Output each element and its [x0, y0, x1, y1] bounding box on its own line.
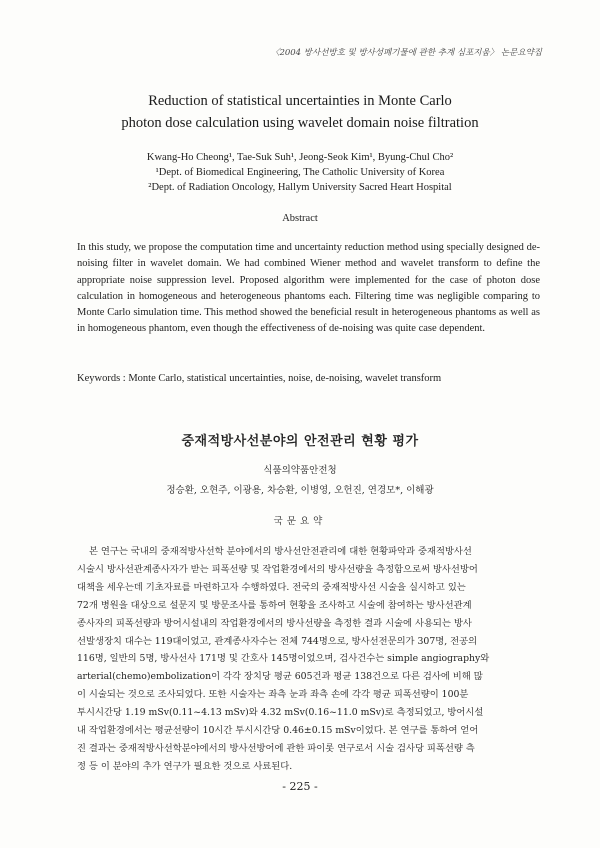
korean-body-line: 선발생장치 대수는 119대이었고, 관계종사자수는 전체 744명으로, 방사선전문의가 307명, 전공의 [77, 635, 478, 647]
korean-body-line: 대책을 세우는데 기초자료를 마련하고자 수행하였다. 전국의 중재적방사선 시술을 실시하고 있는 [77, 581, 466, 593]
korean-title: 중재적방사선분야의 안전관리 현황 평가 [181, 434, 419, 449]
affiliation-1: ¹Dept. of Biomedical Engineering, The Catholic University of Korea [155, 167, 445, 178]
korean-body-line: 본 연구는 국내의 중재적방사선학 분야에서의 방사선안전관리에 대한 현황파악과 중재적방사선 [89, 546, 472, 557]
keywords: Keywords : Monte Carlo, statistical uncertainties, noise, de-noising, wavelet transform [77, 373, 442, 384]
korean-body-line: 시술시 방사선관계종사자가 받는 피폭선량 및 작업환경에서의 방사선량을 측정함으로써 방사선방어 [77, 563, 478, 575]
korean-body-line: 이 시술되는 것으로 조사되었다. 또한 시술자는 좌측 눈과 좌측 손에 각각 평균 피폭선량이 100분 [77, 689, 469, 701]
korean-body-line: 72개 병원을 대상으로 설문지 및 방문조사를 통하여 현황을 조사하고 시술에 참여하는 방사선관계 [77, 599, 472, 611]
english-title-line-2: photon dose calculation using wavelet domain noise filtration [121, 115, 479, 131]
english-title [60, 90, 540, 134]
korean-abstract-body [77, 543, 540, 776]
korean-abstract-heading: 국문요약 [273, 516, 327, 527]
korean-body-line: 투시시간당 1.19 mSv(0.11~4.13 mSv)와 4.32 mSv(0.16~11.0 mSv)로 측정되었고, 방어시설 [77, 707, 484, 719]
running-header: 〈2004 방사선방호 및 방사성폐기물에 관한 추계 심포지움〉 논문요약집 [270, 48, 542, 58]
abstract-heading: Abstract [282, 213, 318, 224]
korean-body-line: 내 작업환경에서는 평균선량이 10시간 투시시간당 0.46±0.15 mSv이었다. 본 연구를 통하여 얻어 [77, 725, 479, 737]
korean-body-line: 116명, 일반의 5명, 방사선사 171명 및 간호사 145명이었으며, 검사건수는 simple angiography와 [77, 653, 490, 665]
korean-body-line: arterial(chemo)embolization이 각각 장치당 평균 605건과 평균 138건으로 다른 검사에 비해 많 [77, 671, 483, 683]
korean-body-line: 정 등 이 분야의 추가 연구가 필요한 것으로 사료된다. [77, 760, 293, 772]
affiliation-2: ²Dept. of Radiation Oncology, Hallym University Sacred Heart Hospital [148, 182, 452, 193]
english-author-block [60, 150, 540, 195]
korean-authors: 정승환, 오현주, 이광용, 차승환, 이병영, 오헌진, 연경모*, 이해광 [166, 485, 434, 496]
korean-affiliation: 식품의약품안전청 [263, 465, 337, 476]
korean-body-line: 종사자의 피폭선량과 방어시설내의 작업환경에서의 방사선량을 측정한 결과 시술에 사용되는 방사 [77, 617, 472, 629]
english-authors: Kwang-Ho Cheong¹, Tae-Suk Suh¹, Jeong-Seok Kim¹, Byung-Chul Cho² [146, 152, 454, 163]
english-title-line-1: Reduction of statistical uncertainties in Monte Carlo [148, 93, 452, 109]
korean-body-line: 진 결과는 중재적방사선학분야에서의 방사선방어에 관한 파이롯 연구로서 시술 검사당 피폭선량 측 [77, 742, 475, 754]
abstract-text: In this study, we propose the computation time and uncertainty reduction method using specially designed de-noising filter in wavelet domain. We had combined Wiener method and wavelet transform to define the appropriate noise suppression level. Proposed algorithm were implemented for the case of photon dose calculation in homogeneous and heterogeneous phantoms each. Filtering time was negligible comparing to Monte Carlo simulation time. This method showed the beneficial result in heterogeneous phantoms as well as in homogeneous phantom, even though the effectiveness of de-noising was quite case dependent. [77, 242, 540, 335]
page-number: - 225 - [282, 780, 318, 793]
